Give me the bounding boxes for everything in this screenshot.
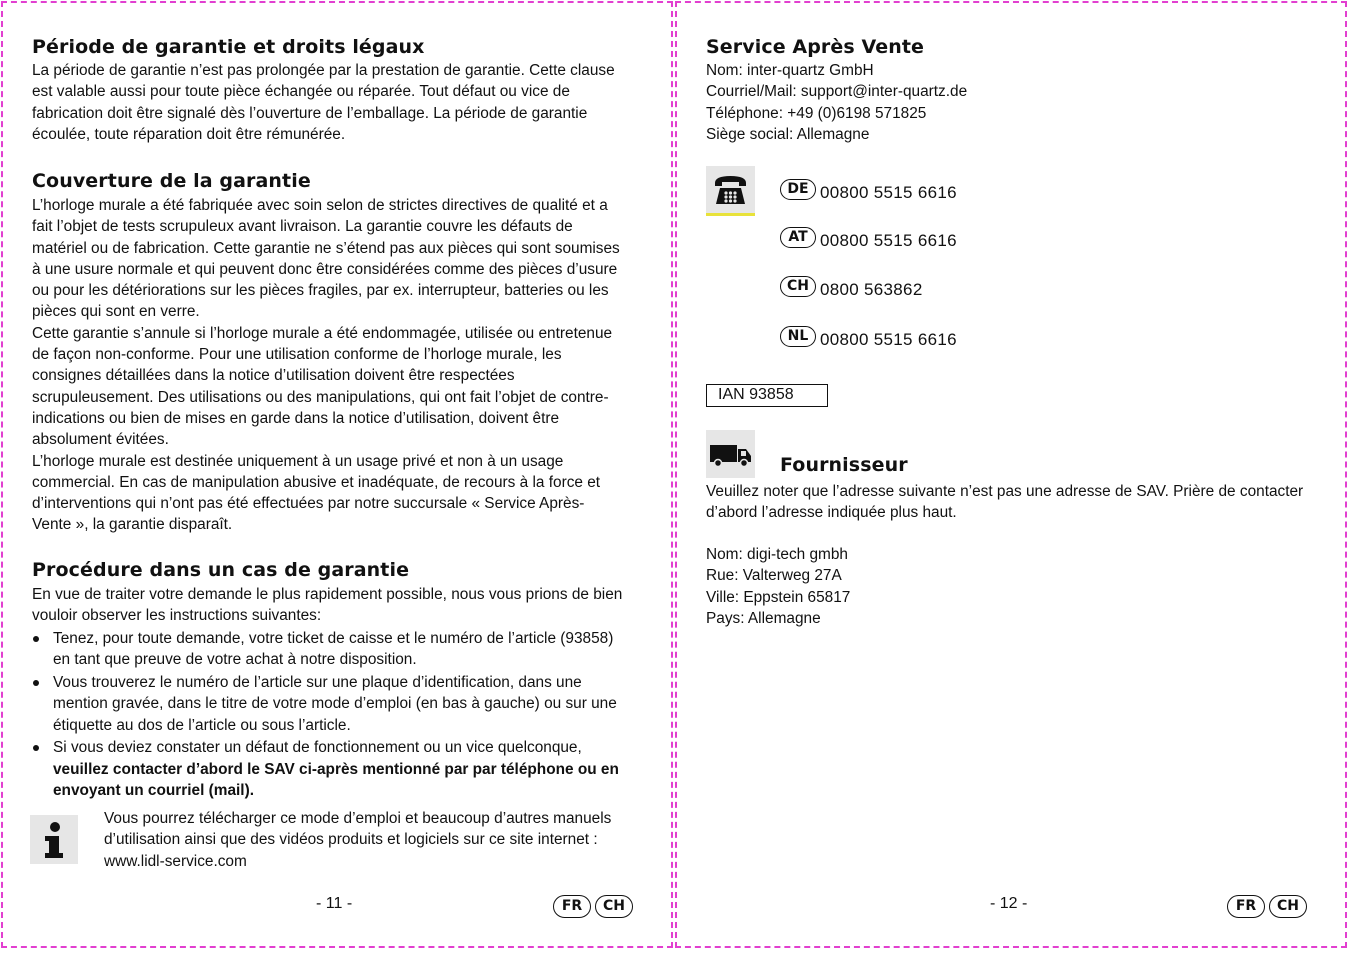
country-badge-at: AT [780, 227, 816, 248]
text-line: Veuillez noter que l’adresse suivante n’est pas une adresse de SAV. Prière de contacter [706, 483, 1304, 500]
text-line: Nom: digi-tech gmbh [706, 546, 848, 563]
text-line: fabrication doit être signalé dès l’ouverture de l’emballage. La période de garantie [32, 104, 588, 122]
page-number: - 12 - [990, 895, 1028, 912]
text-line: L’horloge murale est destinée uniquement à un usage privé et non à un usage [32, 452, 564, 470]
text-line: Nom: inter-quartz GmbH [706, 62, 874, 79]
supplier-address [706, 544, 1324, 629]
text-line: La période de garantie n’est pas prolongée par la prestation de garantie. Cette clause [32, 62, 615, 79]
text-line: écoulée, toute réparation doit être rémunérée. [32, 125, 346, 143]
warranty-period-text [32, 60, 644, 145]
language-badge-ch: CH [595, 895, 633, 918]
text-line: vouloir observer les instructions suivantes: [32, 607, 322, 625]
list-item: Vous trouverez le numéro de l’article sur une plaque d’identification, dans une mention gravée, dans le titre de votre mode d’emploi (en bas à gauche) ou sur une étiquette au dos de l’article ou sous l’article. [32, 672, 644, 736]
text-line: Courriel/Mail: support@inter-quartz.de [706, 83, 968, 101]
text-line: Ville: Eppstein 65817 [706, 588, 851, 606]
download-info-text [104, 808, 644, 872]
warranty-procedure-intro [32, 584, 644, 627]
phone-number: 00800 5515 6616 [820, 330, 957, 349]
text-line: indications ou bien de mises en garde dans la notice d’utilisation, doivent être [32, 409, 560, 427]
phone-number: 0800 563862 [820, 280, 923, 299]
phone-number: 00800 5515 6616 [820, 231, 957, 250]
text-line: pièces qui sont en verre. [32, 303, 200, 321]
language-badge-fr: FR [1227, 895, 1265, 918]
text-line: commercial. En cas de manipulation abusive et inadéquate, de recours à la force et [32, 473, 601, 491]
info-icon [30, 815, 78, 864]
text-line: fait l’objet de tests scrupuleux avant livraison. La garantie couvre les défauts de [32, 218, 573, 236]
text-line: est valable aussi pour toute pièce échangée ou réparée. Tout défaut ou vice de [32, 83, 570, 101]
text-line: à une usure normale et qui peuvent donc être considérées comme des pièces d’usure [32, 260, 618, 278]
ian-box: IAN 93858 [706, 384, 828, 407]
text-line: ou pour les détériorations sur les pièces fragiles, par ex. interrupteur, batteries ou les [32, 282, 609, 300]
phone-row-de [780, 179, 957, 203]
after-sales-contact [706, 60, 1324, 145]
warranty-coverage-heading: Couverture de la garantie [32, 170, 311, 192]
warranty-coverage-text [32, 195, 644, 536]
list-item: Si vous deviez constater un défaut de fonctionnement ou un vice quelconque, veuillez contacter d’abord le SAV ci-après mentionné par par téléphone ou en envoyant un courriel (mail). [32, 737, 644, 801]
warranty-period-heading: Période de garantie et droits légaux [32, 36, 425, 58]
after-sales-heading: Service Après Vente [706, 36, 925, 58]
supplier-heading: Fournisseur [780, 454, 908, 476]
supplier-note [706, 481, 1324, 524]
text-line: absolument évitées. [32, 431, 169, 449]
language-badges [1227, 895, 1307, 918]
phone-row-at [780, 227, 957, 251]
text-line: d’abord l’adresse indiquée plus haut. [706, 504, 957, 522]
phone-row-nl [780, 326, 957, 350]
bold-instruction: envoyant un courriel (mail). [53, 782, 254, 800]
text-line: Vente », la garantie disparaît. [32, 516, 233, 534]
text-line: consignes détaillées dans la notice d’utilisation doivent être respectées [32, 367, 515, 385]
text-line: d’utilisation ainsi que des vidéos produits et logiciels sur ce site internet : [104, 831, 598, 849]
text-line: Rue: Valterweg 27A [706, 567, 842, 585]
list-item: Tenez, pour toute demande, votre ticket de caisse et le numéro de l’article (93858) en tant que preuve de votre achat à notre disposition. [32, 628, 644, 671]
text-line: En vue de traiter votre demande le plus rapidement possible, nous vous prions de bien [32, 586, 623, 603]
telephone-icon [706, 166, 755, 216]
text-line: scrupuleusement. Des utilisations ou des manipulations, qui ont fait l’objet de contre- [32, 388, 609, 406]
country-badge-ch: CH [780, 276, 816, 297]
text-line: Téléphone: +49 (0)6198 571825 [706, 104, 927, 122]
text-line: Pays: Allemagne [706, 609, 821, 627]
warranty-procedure-heading: Procédure dans un cas de garantie [32, 559, 410, 581]
truck-icon [706, 430, 755, 478]
website-link[interactable]: www.lidl-service.com [104, 852, 247, 870]
bold-instruction: veuillez contacter d’abord le SAV ci-après mentionné par par téléphone ou en [53, 760, 619, 778]
country-badge-de: DE [780, 179, 816, 200]
language-badge-fr: FR [553, 895, 591, 918]
text-line: Vous pourrez télécharger ce mode d’emploi et beaucoup d’autres manuels [104, 810, 612, 827]
text-line: Siège social: Allemagne [706, 125, 870, 143]
phone-number: 00800 5515 6616 [820, 183, 957, 202]
text-line: d’interventions qui n’ont pas été effectuées par notre succursale « Service Après- [32, 495, 585, 513]
text-line: Cette garantie s’annule si l’horloge murale a été endommagée, utilisée ou entretenue [32, 324, 613, 342]
page-number: - 11 - [316, 895, 353, 912]
text-line: L’horloge murale a été fabriquée avec soin selon de strictes directives de qualité et a [32, 197, 608, 214]
text-line: matériel ou de fabrication. Cette garantie ne s’étend pas aux pièces qui sont soumises [32, 239, 620, 257]
language-badge-ch: CH [1269, 895, 1307, 918]
text-line: de façon non-conforme. Pour une utilisation conforme de l’horloge murale, les [32, 346, 562, 364]
procedure-list [32, 628, 644, 803]
language-badges [553, 895, 633, 918]
country-badge-nl: NL [780, 326, 816, 347]
phone-row-ch [780, 276, 923, 300]
